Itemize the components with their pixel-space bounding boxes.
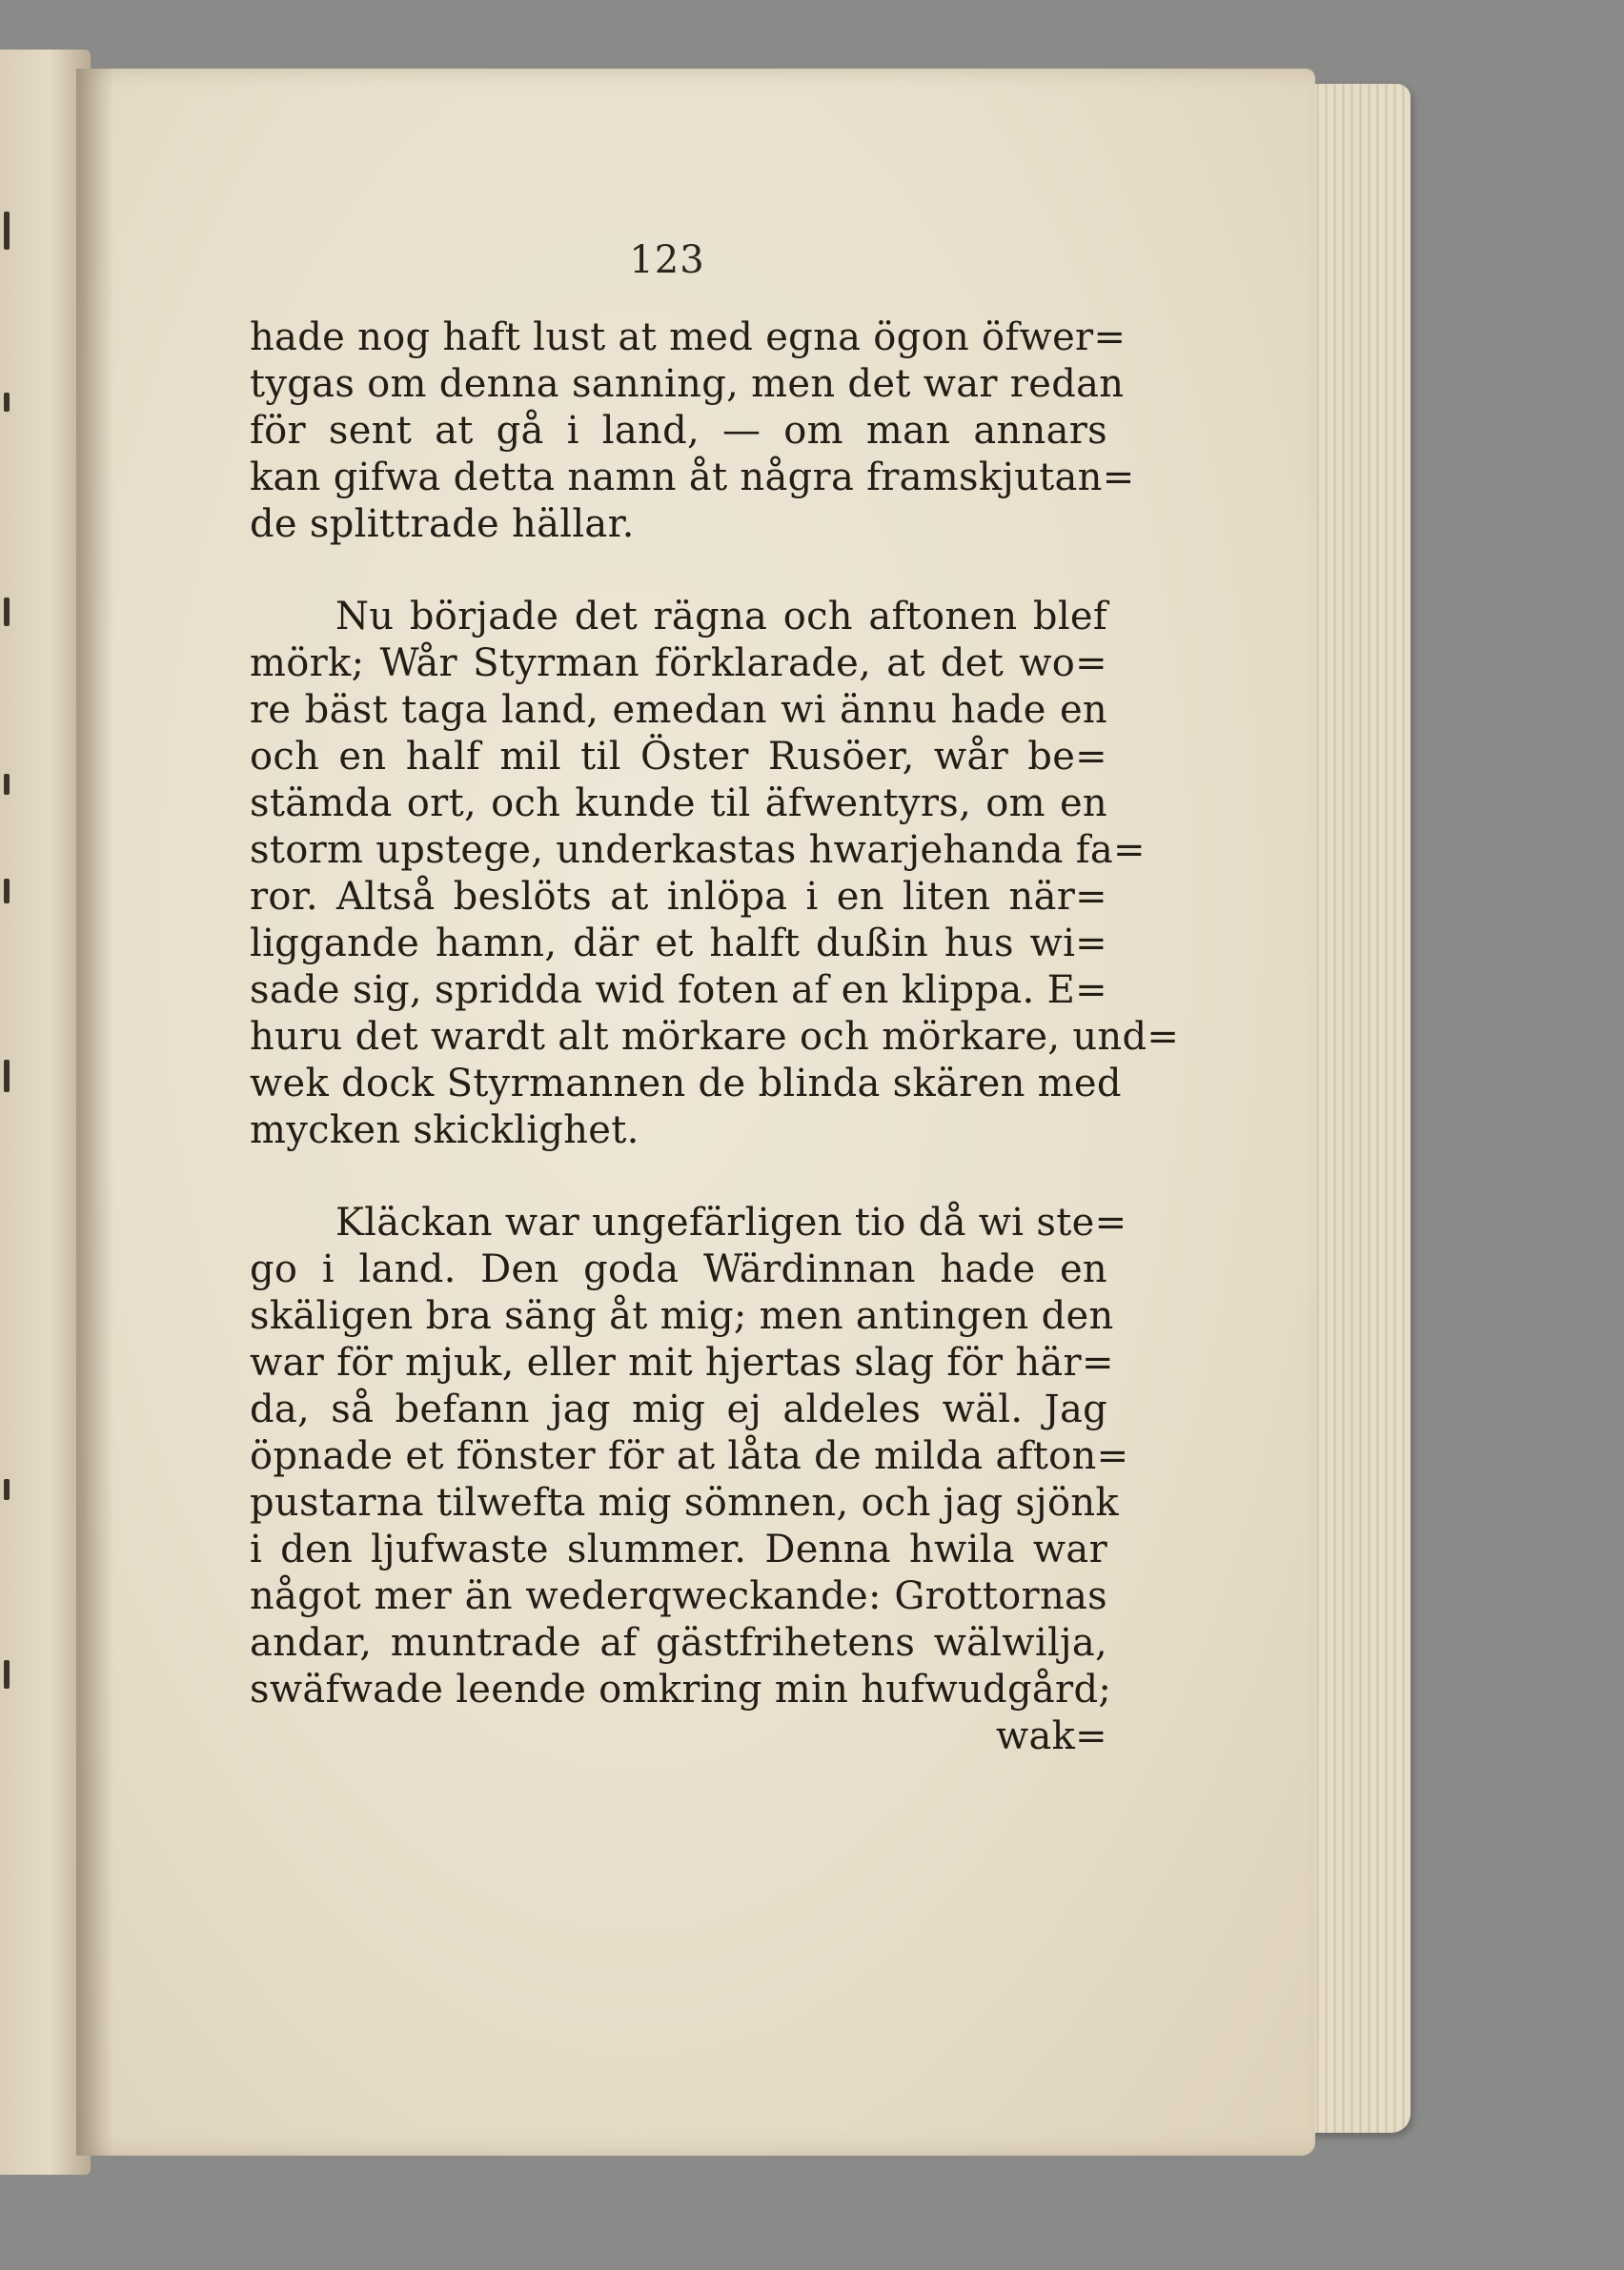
text-line: kan gifwa detta namn åt några framskjutan= <box>250 456 1135 499</box>
text-line: mörk; Wår Styrman förklarade, at det wo= <box>250 641 1107 685</box>
text-line: skäligen bra säng åt mig; men antingen den <box>250 1294 1114 1338</box>
text-line: go i land. Den goda Wärdinnan hade en <box>250 1247 1107 1291</box>
body-text <box>250 314 1180 1760</box>
text-line: mycken skicklighet. <box>250 1108 639 1152</box>
facing-page-text-fragments <box>0 50 19 2175</box>
text-line: storm upstege, underkastas hwarjehanda fa= <box>250 828 1146 872</box>
page-number: 123 <box>629 238 705 282</box>
text-line: hade nog haft lust at med egna ögon öfwer= <box>250 315 1127 359</box>
text-line: war för mjuk, eller mit hjertas slag för här= <box>250 1341 1114 1385</box>
paragraph <box>250 594 1180 1154</box>
text-line: re bäst taga land, emedan wi ännu hade en <box>250 688 1107 732</box>
text-line: pustarna tilwefta mig sömnen, och jag sjönk <box>250 1481 1119 1525</box>
gutter-shadow <box>76 69 114 2156</box>
paragraph <box>250 314 1135 548</box>
text-line: de splittrade hällar. <box>250 502 635 546</box>
paragraph <box>250 1200 1129 1713</box>
text-line: swäfwade leende omkring min hufwudgård; <box>250 1668 1112 1712</box>
catchword: wak= <box>995 1714 1107 1758</box>
text-line: och en half mil til Öster Rusöer, wår be= <box>250 735 1107 779</box>
text-line: öpnade et fönster för at låta de milda afton= <box>250 1434 1129 1478</box>
text-line: wek dock Styrmannen de blinda skären med <box>250 1062 1122 1105</box>
text-line: liggande hamn, där et halft dußin hus wi= <box>250 922 1107 965</box>
text-line: Kläckan war ungefärligen tio då wi ste= <box>335 1201 1127 1245</box>
text-line: huru det wardt alt mörkare och mörkare, und= <box>250 1015 1180 1059</box>
text-line: da, så befann jag mig ej aldeles wäl. Jag <box>250 1388 1107 1431</box>
text-line: tygas om denna sanning, men det war redan <box>250 362 1125 406</box>
text-line: något mer än wederqweckande: Grottornas <box>250 1574 1107 1618</box>
text-line: i den ljufwaste slummer. Denna hwila war <box>250 1528 1107 1571</box>
text-line: ror. Altså beslöts at inlöpa i en liten när= <box>250 875 1107 919</box>
text-line: stämda ort, och kunde til äfwentyrs, om en <box>250 781 1107 825</box>
text-line: för sent at gå i land, — om man annars <box>250 409 1107 453</box>
text-line: sade sig, spridda wid foten af en klippa. E= <box>250 968 1107 1012</box>
text-line: andar, muntrade af gästfrihetens wälwilja, <box>250 1621 1107 1665</box>
text-line: Nu började det rägna och aftonen blef <box>335 595 1107 638</box>
